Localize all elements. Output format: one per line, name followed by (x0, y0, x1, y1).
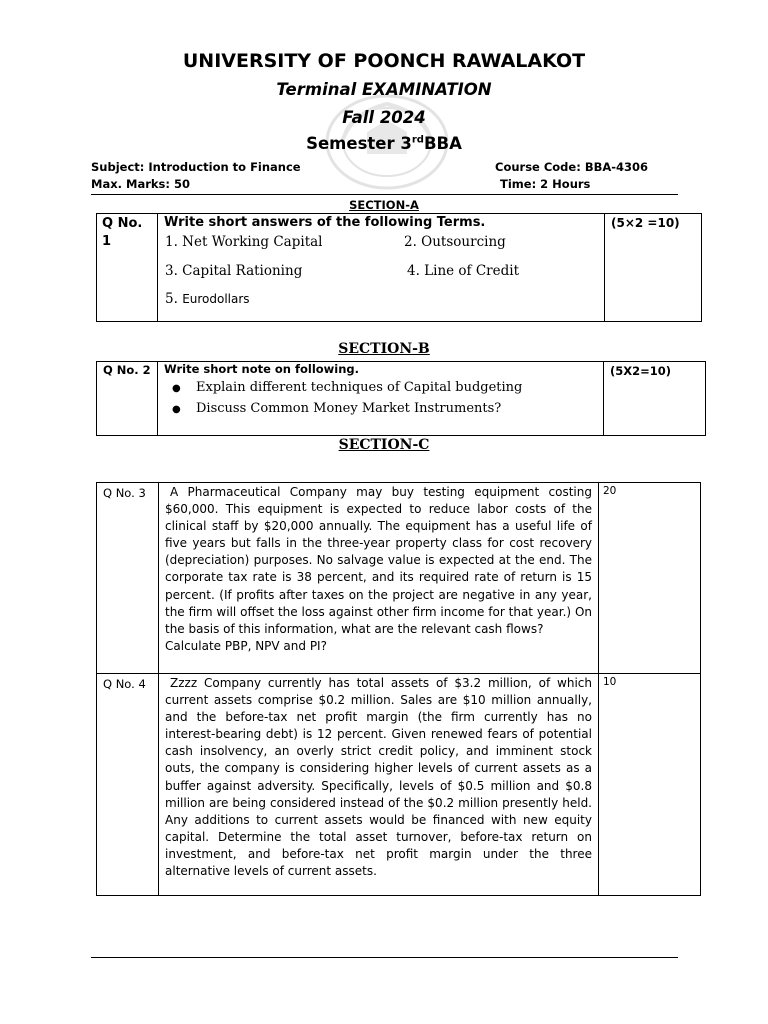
q4-number: Q No. 4 (97, 674, 159, 896)
q2-marks: (5X2=10) (604, 362, 706, 436)
table-row (97, 674, 701, 896)
q4-marks: 10 (599, 674, 701, 896)
q1-number-label: Q No. (102, 216, 143, 231)
term-5-text: Eurodollars (182, 292, 250, 306)
term-5 (165, 291, 250, 307)
section-b-title: SECTION-B (338, 341, 430, 357)
semester-line (0, 134, 768, 153)
semester-prefix: Semester 3 (306, 134, 412, 153)
term-row-1 (158, 234, 604, 260)
q1-number-cell (97, 214, 158, 322)
bullet-icon: ● (172, 404, 181, 415)
q3-instruction: Calculate PBP, NPV and PI? (165, 638, 327, 653)
q1-number-value: 1 (102, 234, 112, 249)
section-b-table (96, 361, 706, 436)
q2-bullet-2: Discuss Common Money Market Instruments? (196, 401, 502, 416)
semester-ordinal: rd (411, 134, 424, 146)
university-title: UNIVERSITY OF POONCH RAWALAKOT (182, 50, 586, 72)
semester-program: BBA (423, 134, 462, 153)
exam-term: Fall 2024 (342, 108, 426, 127)
q4-text: Zzzz Company currently has total assets of $3.2 million, of which current assets comprise $0.2 million. Sales are $10 million annually, and the before-tax net profit margin (the firm currently has no interest-bearing debt) is 12 percent. Given renewed fears of potential cash insolvency, an overly strict credit policy, and imminent stock outs, the company is considering higher levels of current assets as a buffer against adversity. Specifically, levels of $0.5 million and $0.8 million are being considered instead of the $0.2 million presently held. Any additions to current assets would be financed with new equity capital. Determine the total asset turnover, before-tax return on investment, and before-tax net profit margin under the three alternative levels of current assets. (165, 676, 592, 879)
q3-number: Q No. 3 (97, 483, 159, 674)
q1-heading: Write short answers of the following Terms. (164, 215, 486, 230)
list-item (172, 378, 603, 399)
term-2: 2. Outsourcing (404, 234, 506, 250)
term-row-2 (158, 263, 604, 289)
time-label: Time: 2 Hours (500, 177, 591, 191)
section-c-title: SECTION-C (338, 437, 430, 453)
list-item (172, 399, 603, 420)
exam-title: Terminal EXAMINATION (276, 80, 492, 99)
course-code-label: Course Code: BBA-4306 (495, 160, 649, 174)
footer-divider (91, 957, 678, 958)
q3-content-cell (159, 483, 599, 674)
subject-label: Subject: Introduction to Finance (91, 160, 301, 174)
bullet-icon: ● (172, 383, 181, 394)
q2-heading: Write short note on following. (164, 362, 360, 376)
term-1: 1. Net Working Capital (165, 234, 323, 250)
term-row-3 (158, 291, 604, 317)
q2-bullet-list (172, 378, 603, 420)
term-4: 4. Line of Credit (407, 263, 520, 279)
section-a-title: SECTION-A (349, 198, 419, 212)
q1-content-cell (158, 214, 605, 322)
term-3: 3. Capital Rationing (165, 263, 303, 279)
q1-marks: (5×2 =10) (605, 214, 702, 322)
section-c-table (96, 482, 701, 896)
q3-text: A Pharmaceutical Company may buy testing equipment costing $60,000. This equipment is expected to reduce labor costs of the clinical staff by $20,000 annually. The equipment has a useful life of five years but falls in the three-year property class for cost recovery (depreciation) purposes. No salvage value is expected at the end. The corporate tax rate is 38 percent, and its required rate of return is 15 percent. (If profits after taxes on the project are negative in any year, the firm will offset the loss against other firm income for that year.) On the basis of this information, what are the relevant cash flows? (165, 485, 592, 636)
q2-bullet-1: Explain different techniques of Capital budgeting (196, 380, 523, 395)
max-marks-label: Max. Marks: 50 (91, 177, 190, 191)
q2-number: Q No. 2 (97, 362, 158, 436)
q2-content-cell (158, 362, 604, 436)
q3-marks: 20 (599, 483, 701, 674)
header-divider (91, 194, 678, 195)
table-row (97, 483, 701, 674)
section-a-table (96, 213, 702, 322)
term-5-number: 5. (165, 291, 178, 307)
q4-content-cell (159, 674, 599, 896)
